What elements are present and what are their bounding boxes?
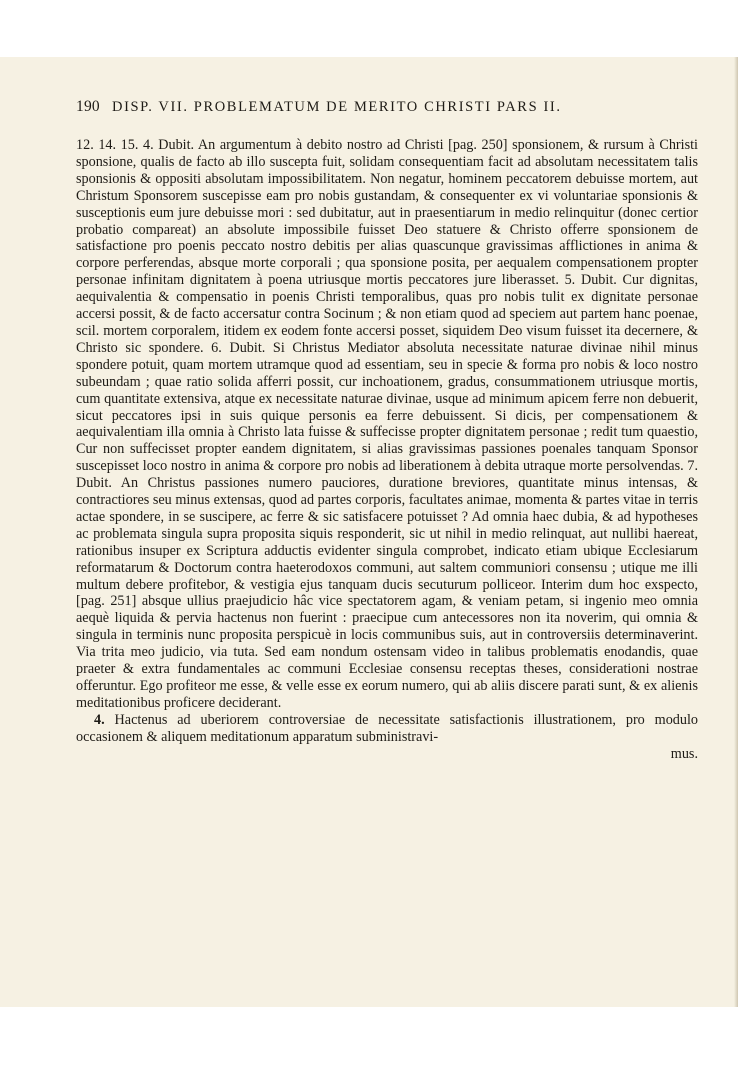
paragraph-2-text: Hactenus ad uberiorem controversiae de necessitate satisfactionis illustrationem, pro modulo occasionem & aliquem meditationum apparatum subministravi- [76,711,699,745]
paragraph-1: 12. 14. 15. 4. Dubit. An argumentum à debito nostro ad Christi [pag. 250] sponsionem, & rursum à Christi sponsione, qualis de facto ab illo suscepta fuit, solidam consequentiam facit ad absolutam necessitatem talis sponsionis & oppositi absolutam impossibilitatem. Non negatur, hominem peccatorem debuisse mortem, aut Christum Sponsorem suscepisse eam pro nobis gustandam, & consequenter ex vi voluntariae sponsionis & susceptionis eum jure debuisse mori : sed dubitatur, aut in praesentiarum in medio relinquitur (donec certior probatio compareat) an absolute impossibile fuisset Deo statuere & Christo offerre sponsionem de satisfactione pro poenis peccato nostro debitis per alias quascunque gravissimas afflictiones in anima & corpore perferendas, absque morte corporali ; qua sponsione posita, per aequalem compensationem propter personae infinitam dignitatem à poena utriusque mortis peccatores jure liberasset. 5. Dubit. Cur dignitas, aequivalentia & compensatio in poenis Christi temporalibus, quas pro nobis tulit ex dignitate personae accersi possit, & de facto accersatur contra Socinum ; & non etiam quod ad speciem aut partem hanc poenae, scil. mortem corporalem, itidem ex eodem fonte accersi posset, siquidem Deo visum fuisset ita decernere, & Christo sic spondere. 6. Dubit. Si Christus Mediator absoluta necessitate naturae divinae nihil minus spondere potuit, quam mortem utramque quod ad essentiam, seu in specie & forma pro nobis & loco nostro subeundam ; quae ratio solida afferri possit, cur inchoationem, gradus, consummationem utriusque mortis, cum quantitate extensiva, atque ex necessitate naturae divinae, usque ad minimum apicem ferre non debuerit, sicut peccatores ipsi in suis quique personis ea ferre debuissent. Si dicis, per compensationem & aequivalentiam illa omnia à Christo lata fuisse & suffecisse propter dignitatem personae ; redit tum quaestio, Cur non suffecisset propter eandem dignitatem, si alias gravissimas passiones poenales tanquam Sponsor suscepisset loco nostro in anima & corpore pro nobis ad liberationem à debita utraque morte persolvendas. 7. Dubit. An Christus passiones numero pauciores, duratione breviores, quantitate minus intensas, & contractiores seu minus extensas, quod ad partes corporis, facultates animae, momenta & partes vitae in terris actae spondere, in se suscipere, ac ferre & sic satisfacere potuisset ? Ad omnia haec dubia, & ad hypotheses ac problemata singula supra proposita siquis responderit, sic ut nihil in medio relinquat, aut nullibi haereat, rationibus insuper ex Scriptura adductis evidenter singula comprobet, indicato etiam ubique Ecclesiarum reformatarum & Doctorum contra haeterodoxos communi, aut saltem communiori consensu ; utique me illi multum debere profitebor, & vestigia ejus tanquam ducis secuturum polliceor. Interim dum hoc exspecto, [pag. 251] absque ullius praejudicio hâc vice spectatorem agam, & veniam petam, si ingenio meo omnia aequè liquida & pervia hactenus non fuerint : praecipue cum antecessores non ita noverim, qui omnia & singula in terminis nunc proposita perspicuè in locis communibus suis, aut in controversiis determinaverint. Via trita meo judicio, via tuta. Sed eam nondum ostensam video in talibus problematis enodandis, quae praeter & extra fundamentales ac communi Ecclesiae consensu receptas theses, considerationi nostrae offeruntur. Ego profiteor me esse, & velle esse ex eorum numero, qui ab aliis discere parati sunt, & ex alienis meditationibus proficere deciderant. [76,137,698,711]
running-title: DISP. VII. PROBLEMATUM DE MERITO CHRISTI PARS II. [112,99,562,115]
page-spine-shadow [734,57,738,1007]
paragraph-2-number: 4. [94,711,105,728]
paragraph-2 [76,712,698,746]
document-page [76,98,698,763]
page-header [76,98,698,120]
page-number: 190 [76,98,100,115]
body-text [76,137,698,763]
paragraph-2-end: mus. [670,745,698,762]
